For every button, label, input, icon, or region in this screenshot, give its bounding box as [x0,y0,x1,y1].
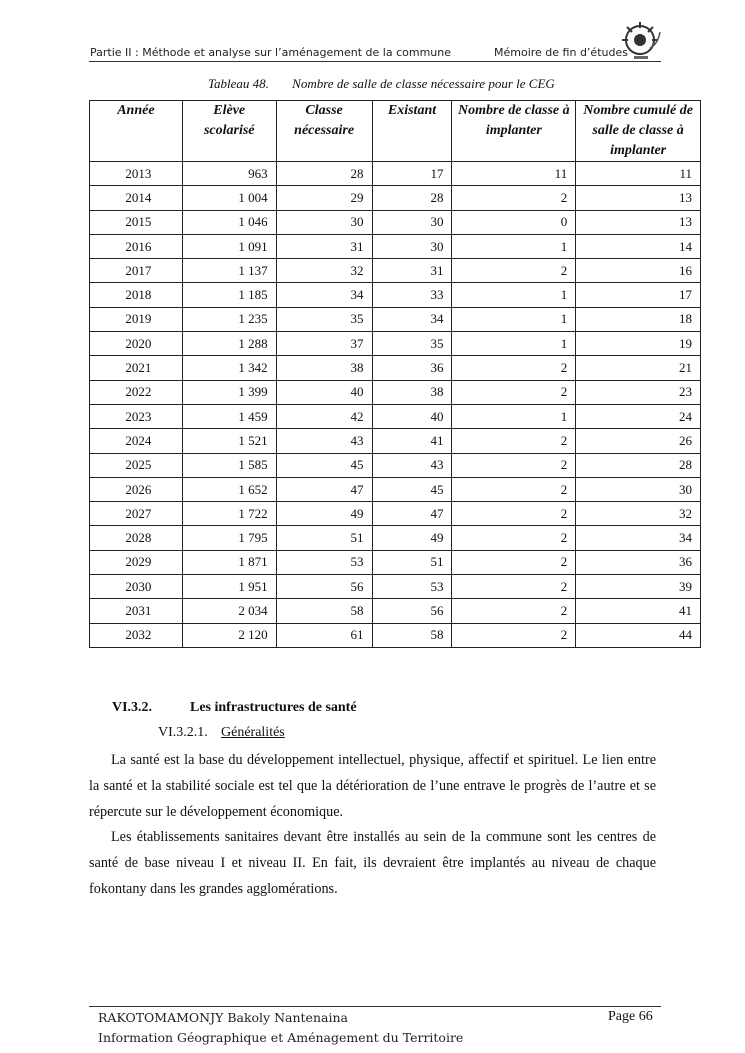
paragraph: La santé est la base du développement intellectuel, physique, affectif et spirituel. Le lien entre la santé et la stabilité sociale est tel que la détérioration de l’une entrave le progrès de l’autre et se répercute sur le développement économique. [89,752,656,820]
table-cell: 2031 [90,599,183,623]
table-cell: 29 [276,186,372,210]
col-header-students: Elève scolarisé [182,101,276,162]
table-cell: 58 [372,623,452,647]
table-cell: 34 [276,283,372,307]
table-cell: 13 [576,186,701,210]
table-cell: 2 [452,599,576,623]
table-cell: 11 [576,162,701,186]
table-cell: 28 [372,186,452,210]
table-cell: 2 [452,356,576,380]
table-cell: 19 [576,332,701,356]
table-cell: 1 235 [182,307,276,331]
paragraph: Les établissements sanitaires devant être installés au sein de la commune sont les centres de santé de base niveau I et niveau II. En fait, ils devraient être implantés au niveau de chaque fokontany dans les grandes agglomérations. [89,829,656,897]
classroom-table [89,100,701,648]
table-cell: 53 [372,575,452,599]
table-cell: 2024 [90,429,183,453]
table-row [90,599,701,623]
table-cell: 2032 [90,623,183,647]
table-cell: 51 [276,526,372,550]
table-cell: 30 [276,210,372,234]
col-header-classes-needed: Classe nécessaire [276,101,372,162]
table-row [90,477,701,501]
table-cell: 2027 [90,502,183,526]
table-caption-title: Nombre de salle de classe nécessaire pour le CEG [292,76,555,91]
footer-program: Information Géographique et Aménagement du Territoire [98,1030,464,1045]
table-row [90,186,701,210]
col-header-year: Année [90,101,183,162]
table-cell: 40 [372,404,452,428]
table-cell: 2029 [90,550,183,574]
table-cell: 1 795 [182,526,276,550]
table-row [90,210,701,234]
table-cell: 51 [372,550,452,574]
table-cell: 2 034 [182,599,276,623]
table-cell: 2 [452,550,576,574]
table-cell: 42 [276,404,372,428]
table-cell: 28 [576,453,701,477]
table-cell: 11 [452,162,576,186]
table-cell: 58 [276,599,372,623]
table-cell: 2 [452,623,576,647]
table-cell: 1 [452,234,576,258]
table-cell: 35 [276,307,372,331]
table-cell: 1 185 [182,283,276,307]
table-cell: 39 [576,575,701,599]
table-cell: 30 [576,477,701,501]
table-cell: 30 [372,210,452,234]
table-row [90,404,701,428]
table-cell: 40 [276,380,372,404]
table-cell: 14 [576,234,701,258]
table-row [90,162,701,186]
table-cell: 32 [576,502,701,526]
table-cell: 33 [372,283,452,307]
table-cell: 1 [452,404,576,428]
table-cell: 43 [276,429,372,453]
table-cell: 1 288 [182,332,276,356]
table-cell: 1 [452,332,576,356]
section-number: VI.3.2. [112,700,153,715]
table-cell: 17 [576,283,701,307]
table-cell: 1 399 [182,380,276,404]
table-cell: 2030 [90,575,183,599]
header-left: Partie II : Méthode et analyse sur l’aménagement de la commune [90,46,452,59]
table-cell: 2014 [90,186,183,210]
table-caption-number: Tableau 48. [208,76,269,91]
table-row [90,453,701,477]
table-cell: 2022 [90,380,183,404]
table-row [90,332,701,356]
table-cell: 1 585 [182,453,276,477]
table-cell: 34 [372,307,452,331]
table-cell: 56 [372,599,452,623]
table-cell: 23 [576,380,701,404]
table-row [90,307,701,331]
table-row [90,380,701,404]
table-cell: 31 [372,259,452,283]
table-cell: 2 [452,502,576,526]
table-cell: 1 046 [182,210,276,234]
table-row [90,623,701,647]
table-cell: 1 722 [182,502,276,526]
table-cell: 1 459 [182,404,276,428]
table-cell: 2026 [90,477,183,501]
table-cell: 2 [452,186,576,210]
table-cell: 13 [576,210,701,234]
table-cell: 2 [452,526,576,550]
table-cell: 2 [452,429,576,453]
table-cell: 21 [576,356,701,380]
section-title: Les infrastructures de santé [190,700,357,715]
table-cell: 2018 [90,283,183,307]
table-cell: 37 [276,332,372,356]
table-row [90,356,701,380]
table-cell: 36 [576,550,701,574]
table-cell: 1 [452,283,576,307]
table-cell: 18 [576,307,701,331]
table-cell: 16 [576,259,701,283]
table-row [90,259,701,283]
table-row [90,429,701,453]
table-cell: 0 [452,210,576,234]
table-cell: 49 [276,502,372,526]
table-cell: 2028 [90,526,183,550]
table-cell: 24 [576,404,701,428]
table-row [90,550,701,574]
table-row [90,283,701,307]
table-cell: 2 [452,380,576,404]
table-cell: 31 [276,234,372,258]
table-cell: 38 [372,380,452,404]
table-cell: 1 521 [182,429,276,453]
section-heading [112,700,357,716]
university-logo-icon [620,18,664,62]
table-row [90,526,701,550]
table-caption [208,76,555,92]
header-right: Mémoire de fin d’études [494,46,628,59]
table-cell: 45 [276,453,372,477]
table-cell: 1 871 [182,550,276,574]
table-cell: 34 [576,526,701,550]
table-cell: 963 [182,162,276,186]
col-header-existing: Existant [372,101,452,162]
table-cell: 2013 [90,162,183,186]
table-cell: 49 [372,526,452,550]
table-cell: 2021 [90,356,183,380]
table-cell: 1 652 [182,477,276,501]
table-cell: 1 342 [182,356,276,380]
table-cell: 36 [372,356,452,380]
table-cell: 2 [452,477,576,501]
table-cell: 35 [372,332,452,356]
table-row [90,234,701,258]
table-cell: 53 [276,550,372,574]
table-cell: 2017 [90,259,183,283]
table-cell: 61 [276,623,372,647]
table-cell: 2016 [90,234,183,258]
table-cell: 30 [372,234,452,258]
table-cell: 2 [452,259,576,283]
table-cell: 17 [372,162,452,186]
table-cell: 1 [452,307,576,331]
table-cell: 41 [372,429,452,453]
col-header-to-build: Nombre de classe à implanter [452,101,576,162]
table-cell: 1 004 [182,186,276,210]
table-cell: 2 [452,453,576,477]
table-cell: 38 [276,356,372,380]
col-header-cumulative: Nombre cumulé de salle de classe à implanter [576,101,701,162]
table-cell: 2023 [90,404,183,428]
subsection-number: VI.3.2.1. [158,725,208,740]
table-cell: 28 [276,162,372,186]
table-cell: 1 951 [182,575,276,599]
table-row [90,575,701,599]
table-cell: 2015 [90,210,183,234]
header-divider [89,61,661,62]
table-cell: 43 [372,453,452,477]
table-row [90,502,701,526]
footer-divider [89,1006,661,1007]
table-cell: 45 [372,477,452,501]
subsection-title: Généralités [221,725,285,740]
table-cell: 47 [372,502,452,526]
table-cell: 47 [276,477,372,501]
table-cell: 1 137 [182,259,276,283]
table-cell: 1 091 [182,234,276,258]
table-cell: 56 [276,575,372,599]
table-cell: 32 [276,259,372,283]
table-cell: 41 [576,599,701,623]
table-cell: 2 [452,575,576,599]
footer-author: RAKOTOMAMONJY Bakoly Nantenaina [98,1010,348,1025]
table-cell: 2019 [90,307,183,331]
page-header [90,44,658,60]
table-cell: 2 120 [182,623,276,647]
table-cell: 44 [576,623,701,647]
table-header-row [90,101,701,162]
table-cell: 26 [576,429,701,453]
page-number: Page 66 [608,1009,653,1024]
table-cell: 2025 [90,453,183,477]
table-cell: 2020 [90,332,183,356]
subsection-heading [158,725,285,741]
